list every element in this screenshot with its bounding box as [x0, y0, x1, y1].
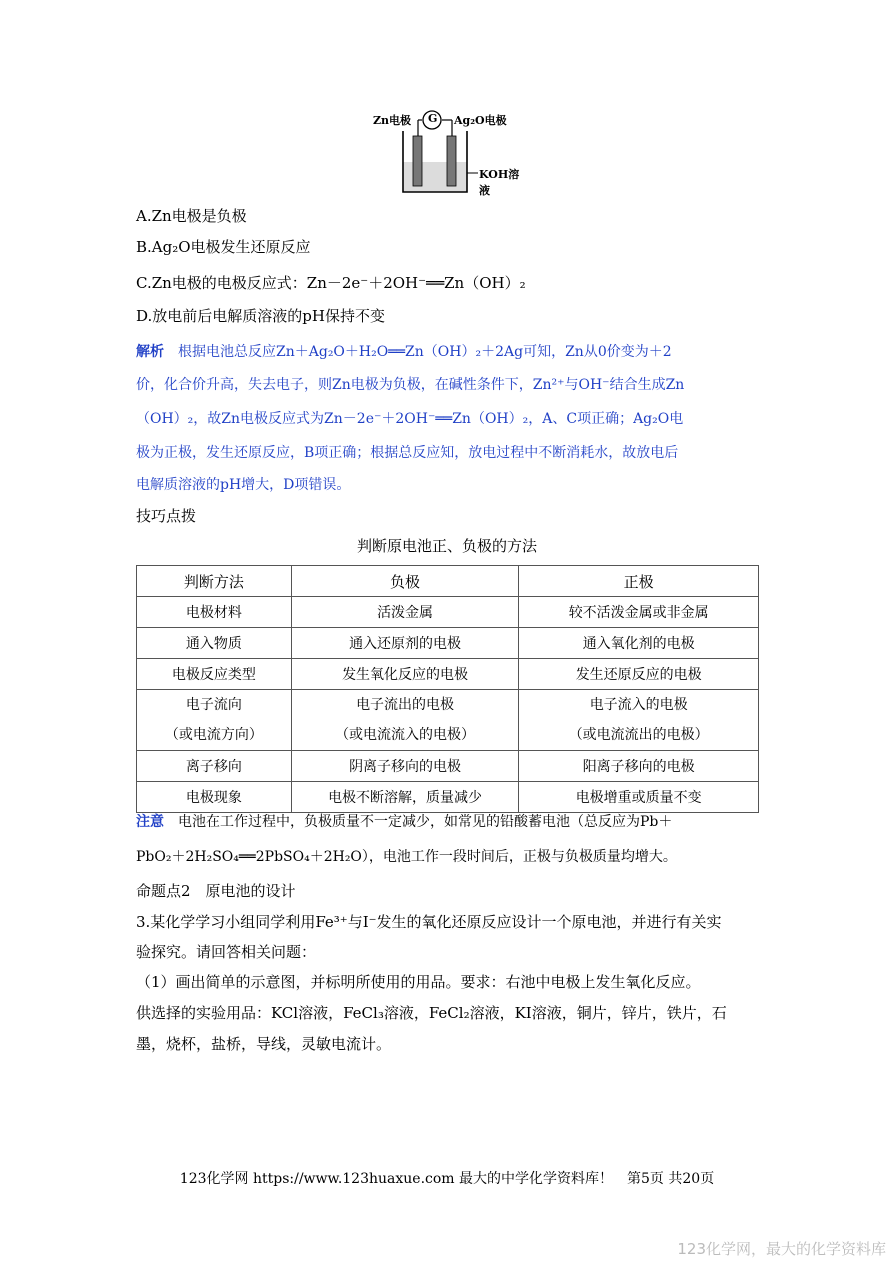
table-cell: 通入物质 [137, 628, 292, 659]
table-row [137, 751, 759, 782]
table-cell: 电极不断溶解，质量减少 [291, 782, 519, 813]
cell-line: （或电流流出的电极） [568, 727, 709, 743]
table-header: 判断方法 [137, 566, 292, 597]
question-line-3: （1）画出简单的示意图，并标明所使用的用品。要求：右池中电极上发生氧化反应。 [136, 973, 701, 991]
question-line-2: 验探究。请回答相关问题： [136, 943, 317, 961]
table-cell: 较不活泼金属或非金属 [519, 597, 759, 628]
table-header: 负极 [291, 566, 519, 597]
table-cell: 电极现象 [137, 782, 292, 813]
note-tag: 注意 [136, 814, 164, 830]
table-cell [137, 690, 292, 751]
cell-line: 电子流出的电极 [356, 697, 455, 713]
table-cell [291, 690, 519, 751]
option-b: B.Ag₂O电极发生还原反应 [136, 238, 311, 256]
table-cell: 离子移向 [137, 751, 292, 782]
note-line-2: PbO₂＋2H₂SO₄══2PbSO₄＋2H₂O），电池工作一段时间后，正极与负极质量均增大。 [136, 849, 677, 865]
table-cell: 电极材料 [137, 597, 292, 628]
option-a: A.Zn电极是负极 [136, 207, 247, 225]
ag2o-electrode-label: Ag₂O电极 [454, 114, 507, 127]
table-cell: 阴离子移向的电极 [291, 751, 519, 782]
table-title: 判断原电池正、负极的方法 [356, 537, 537, 555]
table-cell: 通入还原剂的电极 [291, 628, 519, 659]
note-line-1 [136, 811, 672, 831]
galvanometer-label: G [428, 112, 438, 125]
option-c: C.Zn电极的电极反应式：Zn－2e⁻＋2OH⁻══Zn（OH）₂ [136, 274, 526, 292]
table-cell [519, 690, 759, 751]
question-line-1: 3.某化学学习小组同学利用Fe³⁺与I⁻发生的氧化还原反应设计一个原电池，并进行有关实 [136, 913, 722, 931]
table-row [137, 659, 759, 690]
question-line-5: 墨，烧杯，盐桥，导线，灵敏电流计。 [136, 1035, 392, 1053]
cell-line: （或电流方向） [164, 727, 263, 743]
analysis-line-3: （OH）₂，故Zn电极反应式为Zn－2e⁻＋2OH⁻══Zn（OH）₂，A、C项正确；Ag₂O电 [136, 411, 684, 427]
table-cell: 通入氧化剂的电极 [519, 628, 759, 659]
cell-line: （或电流流入的电极） [335, 727, 476, 743]
table-cell: 活泼金属 [291, 597, 519, 628]
cell-line: 电子流入的电极 [589, 697, 688, 713]
koh-solution-label: KOH溶液 [479, 168, 520, 197]
note-text-1: 电池在工作过程中，负极质量不一定减少，如常见的铅酸蓄电池（总反应为Pb＋ [178, 814, 673, 830]
tip-heading: 技巧点拨 [136, 507, 197, 525]
table-header: 正极 [519, 566, 759, 597]
analysis-line-5: 电解质溶液的pH增大，D项错误。 [136, 477, 351, 493]
table-cell: 电极反应类型 [137, 659, 292, 690]
table-cell: 电极增重或质量不变 [519, 782, 759, 813]
analysis-tag: 解析 [136, 344, 164, 360]
table-row [137, 597, 759, 628]
table-header-row [137, 566, 759, 597]
option-d: D.放电前后电解质溶液的pH保持不变 [136, 307, 385, 325]
zn-electrode-label: Zn电极 [373, 114, 412, 127]
analysis-text-1: 根据电池总反应Zn＋Ag₂O＋H₂O══Zn（OH）₂＋2Ag可知，Zn从0价变为＋2 [178, 344, 672, 360]
analysis-line-4: 极为正极，发生还原反应，B项正确；根据总反应知，放电过程中不断消耗水，故放电后 [136, 445, 679, 461]
method-table [136, 565, 759, 813]
table-row [137, 628, 759, 659]
table-cell: 发生氧化反应的电极 [291, 659, 519, 690]
table-row [137, 782, 759, 813]
table-row [137, 690, 759, 751]
question-line-4: 供选择的实验用品：KCl溶液，FeCl₃溶液，FeCl₂溶液，KI溶液，铜片，锌片，铁片，石 [136, 1004, 727, 1022]
section-heading: 命题点2 原电池的设计 [136, 882, 296, 900]
table-cell: 发生还原反应的电极 [519, 659, 759, 690]
analysis-line-2: 价，化合价升高，失去电子，则Zn电极为负极，在碱性条件下，Zn²⁺与OH⁻结合生成Zn [136, 377, 685, 393]
cell-diagram [370, 103, 530, 195]
table-cell: 阳离子移向的电极 [519, 751, 759, 782]
analysis-line-1 [136, 341, 672, 361]
page-footer: 123化学网 https://www.123huaxue.com 最大的中学化学资料库！ 第5页 共20页 [179, 1171, 715, 1187]
watermark: 123化学网，最大的化学资料库 [677, 1240, 886, 1258]
cell-line: 电子流向 [185, 697, 242, 713]
